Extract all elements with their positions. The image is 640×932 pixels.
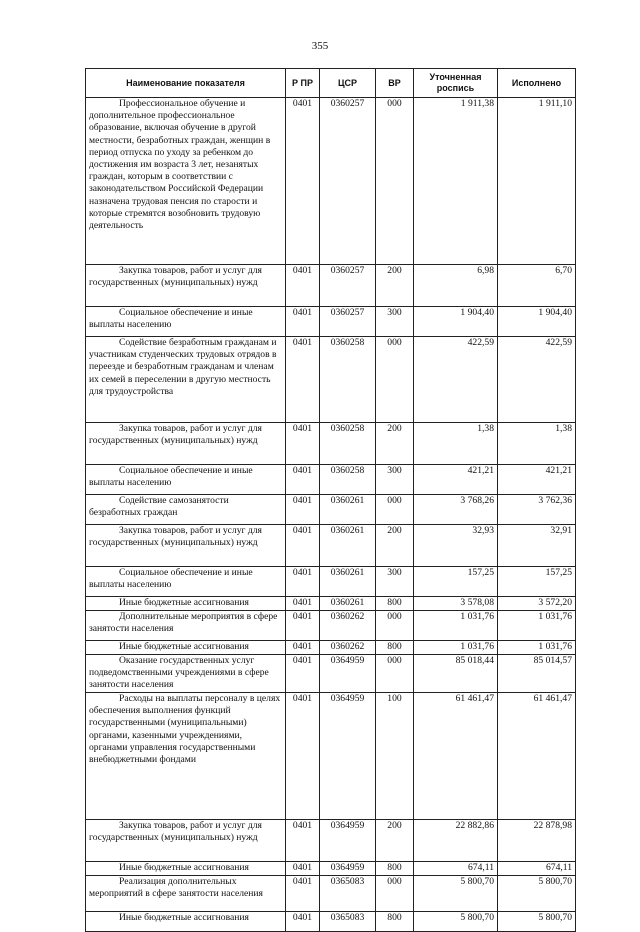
row-vr-cell: 200 xyxy=(376,820,414,862)
row-done-cell: 1 904,40 xyxy=(498,307,576,337)
row-name-cell: Оказание государственных услуг подведомственными учреждениями в сфере занятости населения xyxy=(86,655,286,693)
table-row xyxy=(86,98,576,265)
row-name-cell: Социальное обеспечение и иные выплаты населению xyxy=(86,567,286,597)
row-plan-cell: 1 031,76 xyxy=(414,611,498,641)
row-rpr-cell: 0401 xyxy=(286,693,320,820)
row-plan-cell: 674,11 xyxy=(414,862,498,876)
row-csr-cell: 0360261 xyxy=(320,525,376,567)
table-row xyxy=(86,567,576,597)
table-row xyxy=(86,876,576,912)
row-vr-cell: 000 xyxy=(376,655,414,693)
table-row xyxy=(86,307,576,337)
row-done-cell: 5 800,70 xyxy=(498,912,576,932)
header-plan: Уточненная роспись xyxy=(414,69,498,98)
row-plan-cell: 85 018,44 xyxy=(414,655,498,693)
row-done-cell: 3 762,36 xyxy=(498,495,576,525)
row-vr-cell: 200 xyxy=(376,423,414,465)
row-csr-cell: 0364959 xyxy=(320,862,376,876)
row-csr-cell: 0360261 xyxy=(320,567,376,597)
row-rpr-cell: 0401 xyxy=(286,465,320,495)
table-row xyxy=(86,693,576,820)
row-vr-cell: 800 xyxy=(376,862,414,876)
row-rpr-cell: 0401 xyxy=(286,876,320,912)
row-vr-cell: 800 xyxy=(376,597,414,611)
row-plan-cell: 3 768,26 xyxy=(414,495,498,525)
table-row xyxy=(86,655,576,693)
row-name-cell: Иные бюджетные ассигнования xyxy=(86,641,286,655)
row-rpr-cell: 0401 xyxy=(286,337,320,423)
row-plan-cell: 32,93 xyxy=(414,525,498,567)
row-done-cell: 157,25 xyxy=(498,567,576,597)
page-number: 355 xyxy=(311,40,329,52)
header-name: Наименование показателя xyxy=(86,69,286,98)
row-rpr-cell: 0401 xyxy=(286,820,320,862)
row-name-cell: Содействие самозанятости безработных граждан xyxy=(86,495,286,525)
header-done: Исполнено xyxy=(498,69,576,98)
row-csr-cell: 0360262 xyxy=(320,641,376,655)
row-csr-cell: 0360261 xyxy=(320,597,376,611)
table-row xyxy=(86,265,576,307)
table-row xyxy=(86,611,576,641)
table-row xyxy=(86,465,576,495)
row-plan-cell: 22 882,86 xyxy=(414,820,498,862)
row-plan-cell: 1 904,40 xyxy=(414,307,498,337)
row-rpr-cell: 0401 xyxy=(286,611,320,641)
table-row xyxy=(86,641,576,655)
row-csr-cell: 0365083 xyxy=(320,876,376,912)
row-rpr-cell: 0401 xyxy=(286,567,320,597)
row-vr-cell: 000 xyxy=(376,495,414,525)
row-vr-cell: 800 xyxy=(376,641,414,655)
row-csr-cell: 0360258 xyxy=(320,337,376,423)
row-csr-cell: 0360257 xyxy=(320,98,376,265)
row-name-cell: Закупка товаров, работ и услуг для государственных (муниципальных) нужд xyxy=(86,265,286,307)
row-rpr-cell: 0401 xyxy=(286,423,320,465)
row-vr-cell: 200 xyxy=(376,525,414,567)
row-rpr-cell: 0401 xyxy=(286,525,320,567)
table-row xyxy=(86,597,576,611)
row-plan-cell: 157,25 xyxy=(414,567,498,597)
row-csr-cell: 0360258 xyxy=(320,423,376,465)
row-plan-cell: 421,21 xyxy=(414,465,498,495)
row-name-cell: Иные бюджетные ассигнования xyxy=(86,912,286,932)
row-csr-cell: 0364959 xyxy=(320,655,376,693)
row-vr-cell: 300 xyxy=(376,567,414,597)
row-done-cell: 1 911,10 xyxy=(498,98,576,265)
row-plan-cell: 6,98 xyxy=(414,265,498,307)
row-name-cell: Дополнительные мероприятия в сфере занятости населения xyxy=(86,611,286,641)
row-name-cell: Расходы на выплаты персоналу в целях обеспечения выполнения функций государственными (муниципальными) органами, казенными учреждениями, органами управления государственными внебюджетными фондами xyxy=(86,693,286,820)
row-vr-cell: 800 xyxy=(376,912,414,932)
row-plan-cell: 1 911,38 xyxy=(414,98,498,265)
row-name-cell: Иные бюджетные ассигнования xyxy=(86,862,286,876)
row-name-cell: Профессиональное обучение и дополнительное профессиональное образование, включая обучение в другой местности, безработных граждан, женщин в период отпуска по уходу за ребенком до достижения им возраста 3 лет, незанятых граждан, которым в соответствии с законодательством Российской Федерации назначена трудовая пенсия по старости и которые стремятся возобновить трудовую деятельность xyxy=(86,98,286,265)
row-name-cell: Иные бюджетные ассигнования xyxy=(86,597,286,611)
row-vr-cell: 100 xyxy=(376,693,414,820)
row-name-cell: Социальное обеспечение и иные выплаты населению xyxy=(86,465,286,495)
row-plan-cell: 61 461,47 xyxy=(414,693,498,820)
row-name-cell: Закупка товаров, работ и услуг для государственных (муниципальных) нужд xyxy=(86,423,286,465)
row-vr-cell: 300 xyxy=(376,465,414,495)
budget-table xyxy=(85,68,576,932)
row-plan-cell: 5 800,70 xyxy=(414,912,498,932)
row-csr-cell: 0364959 xyxy=(320,820,376,862)
row-csr-cell: 0360258 xyxy=(320,465,376,495)
row-rpr-cell: 0401 xyxy=(286,862,320,876)
row-rpr-cell: 0401 xyxy=(286,495,320,525)
row-name-cell: Социальное обеспечение и иные выплаты населению xyxy=(86,307,286,337)
row-csr-cell: 0360257 xyxy=(320,265,376,307)
row-plan-cell: 5 800,70 xyxy=(414,876,498,912)
row-rpr-cell: 0401 xyxy=(286,98,320,265)
row-done-cell: 421,21 xyxy=(498,465,576,495)
table-row xyxy=(86,423,576,465)
table-row xyxy=(86,820,576,862)
table-row xyxy=(86,495,576,525)
row-csr-cell: 0360257 xyxy=(320,307,376,337)
table-row xyxy=(86,862,576,876)
row-vr-cell: 000 xyxy=(376,337,414,423)
row-done-cell: 22 878,98 xyxy=(498,820,576,862)
row-vr-cell: 300 xyxy=(376,307,414,337)
row-plan-cell: 422,59 xyxy=(414,337,498,423)
row-name-cell: Реализация дополнительных мероприятий в сфере занятости населения xyxy=(86,876,286,912)
row-plan-cell: 3 578,08 xyxy=(414,597,498,611)
row-rpr-cell: 0401 xyxy=(286,912,320,932)
row-done-cell: 61 461,47 xyxy=(498,693,576,820)
row-done-cell: 3 572,20 xyxy=(498,597,576,611)
header-vr: ВР xyxy=(376,69,414,98)
table-row xyxy=(86,912,576,932)
row-csr-cell: 0360261 xyxy=(320,495,376,525)
header-csr: ЦСР xyxy=(320,69,376,98)
row-rpr-cell: 0401 xyxy=(286,307,320,337)
row-done-cell: 5 800,70 xyxy=(498,876,576,912)
row-name-cell: Содействие безработным гражданам и участникам студенческих трудовых отрядов в переезде и безработным гражданам и членам их семей в переселении в другую местность для трудоустройства xyxy=(86,337,286,423)
row-done-cell: 422,59 xyxy=(498,337,576,423)
row-plan-cell: 1 031,76 xyxy=(414,641,498,655)
header-rpr: Р ПР xyxy=(286,69,320,98)
row-rpr-cell: 0401 xyxy=(286,265,320,307)
row-done-cell: 6,70 xyxy=(498,265,576,307)
row-plan-cell: 1,38 xyxy=(414,423,498,465)
row-name-cell: Закупка товаров, работ и услуг для государственных (муниципальных) нужд xyxy=(86,820,286,862)
row-csr-cell: 0360262 xyxy=(320,611,376,641)
table-row xyxy=(86,337,576,423)
row-done-cell: 674,11 xyxy=(498,862,576,876)
row-vr-cell: 200 xyxy=(376,265,414,307)
table-row xyxy=(86,525,576,567)
row-vr-cell: 000 xyxy=(376,611,414,641)
row-done-cell: 85 014,57 xyxy=(498,655,576,693)
table-header-row xyxy=(86,69,576,98)
row-vr-cell: 000 xyxy=(376,876,414,912)
row-done-cell: 1,38 xyxy=(498,423,576,465)
row-csr-cell: 0364959 xyxy=(320,693,376,820)
row-done-cell: 1 031,76 xyxy=(498,611,576,641)
row-vr-cell: 000 xyxy=(376,98,414,265)
row-done-cell: 32,91 xyxy=(498,525,576,567)
row-rpr-cell: 0401 xyxy=(286,655,320,693)
row-name-cell: Закупка товаров, работ и услуг для государственных (муниципальных) нужд xyxy=(86,525,286,567)
row-csr-cell: 0365083 xyxy=(320,912,376,932)
row-rpr-cell: 0401 xyxy=(286,641,320,655)
row-done-cell: 1 031,76 xyxy=(498,641,576,655)
row-rpr-cell: 0401 xyxy=(286,597,320,611)
